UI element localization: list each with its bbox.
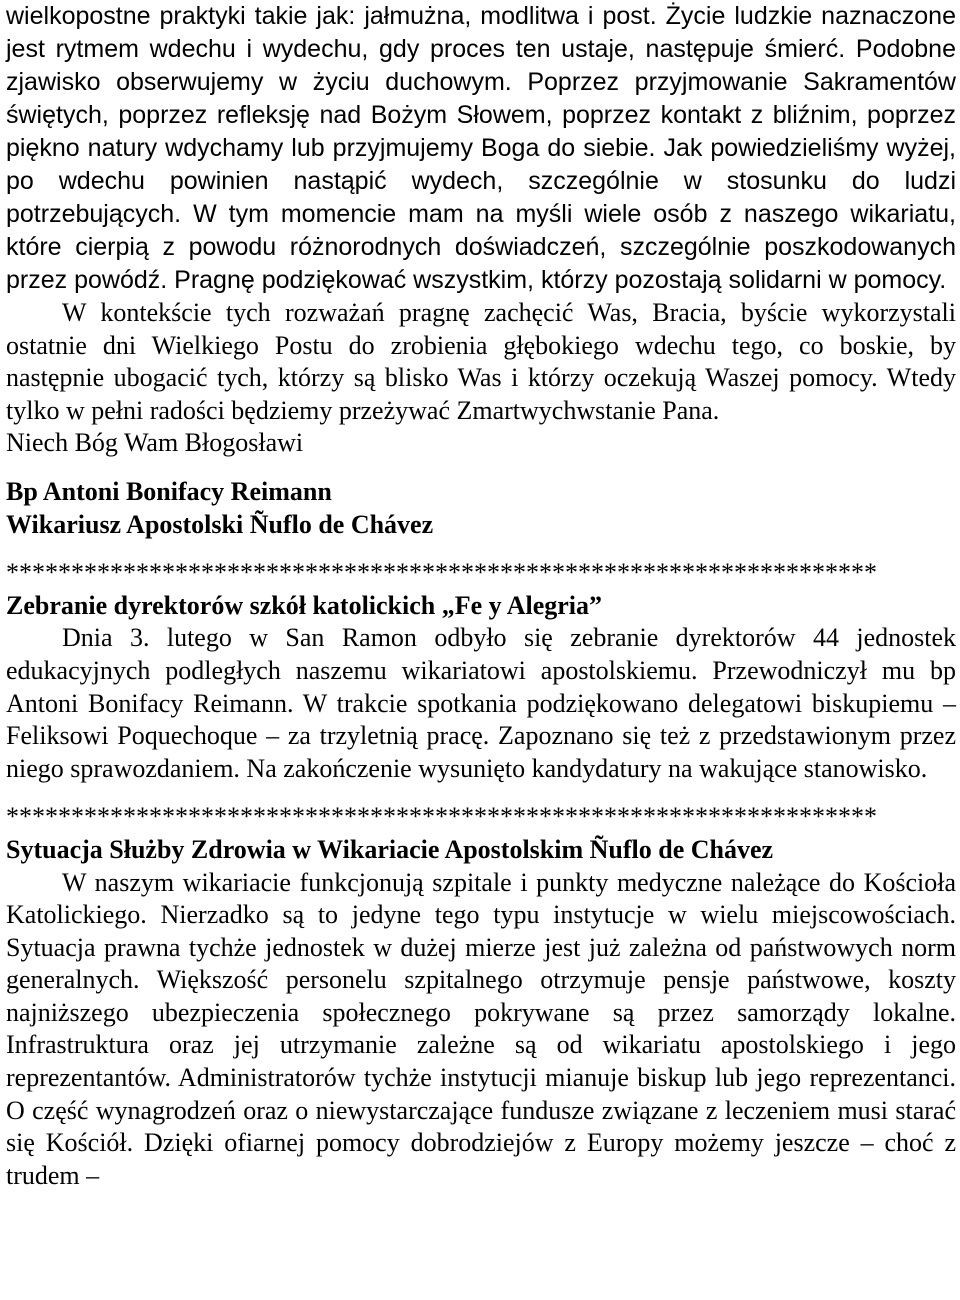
document-page <box>6 0 956 1192</box>
separator-spacer <box>6 541 956 557</box>
paragraph-health-service: W naszym wikariacie funkcjonują szpitale i punkty medyczne należące do Kościoła Katolickiego. Nierzadko są to jedyne tego typu instytucje w wielu miejscowościach. Sytuacja prawna tychże jednostek w dużej mierze jest już zależna od państwowych norm generalnych. Większość personelu szpitalnego otrzymuje pensje państwowe, koszty najniższego ubezpieczenia społecznego pokrywane są przez samorządy lokalne. Infrastruktura oraz jej utrzymanie zależne są od wikariatu apostolskiego i jego reprezentantów. Administratorów tychże instytucji mianuje biskup lub jego reprezentanci. O część wynagrodzeń oraz o niewystarczające fundusze związane z leczeniem musi starać się Kościół. Dzięki ofiarnej pomocy dobrodziejów z Europy możemy jeszcze – choć z trudem – <box>6 867 956 1190</box>
blessing-line: Niech Bóg Wam Błogosławi <box>6 428 304 458</box>
section-heading-schools: Zebranie dyrektorów szkół katolickich „Fe y Alegria” <box>6 590 603 620</box>
signature-name: Bp Antoni Bonifacy Reimann <box>6 476 332 506</box>
asterisk-separator: ******************************************************************* <box>6 802 877 832</box>
signature-title: Wikariusz Apostolski Ñuflo de Chávez <box>6 509 434 539</box>
paragraph-schools-meeting: Dnia 3. lutego w San Ramon odbyło się zebranie dyrektorów 44 jednostek edukacyjnych podległych naszemu wikariatowi apostolskiemu. Przewodniczył mu bp Antoni Bonifacy Reimann. W trakcie spotkania podziękowano delegatowi biskupiemu – Feliksowi Poquechoque – za trzyletnią pracę. Zapoznano się też z przedstawionym przez niego sprawozdaniem. Na zakończenie wysunięto kandydatury na wakujące stanowisko. <box>6 623 956 783</box>
separator-spacer-2 <box>6 785 956 801</box>
paragraph-exhortation: W kontekście tych rozważań pragnę zachęcić Was, Bracia, byście wykorzystali ostatnie dni Wielkiego Postu do zrobienia głębokiego wdechu tego, co boskie, by następnie ubogacić tych, którzy są blisko Was i którzy oczekują Waszej pomocy. Wtedy tylko w pełni radości będziemy przeżywać Zmartwychwstanie Pana. <box>6 298 956 425</box>
section-heading-health: Sytuacja Służby Zdrowia w Wikariacie Apostolskim Ñuflo de Chávez <box>6 834 774 864</box>
asterisk-separator: ******************************************************************* <box>6 558 877 588</box>
signature-spacer <box>6 460 956 476</box>
paragraph-lent-breathing: wielkopostne praktyki takie jak: jałmużna, modlitwa i post. Życie ludzkie naznaczone jest rytmem wdechu i wydechu, gdy proces ten ustaje, następuje śmierć. Podobne zjawisko obserwujemy w życiu duchowym. Poprzez przyjmowanie Sakramentów świętych, poprzez refleksję nad Bożym Słowem, poprzez kontakt z bliźnim, poprzez piękno natury wdychamy lub przyjmujemy Boga do siebie. Jak powiedzieliśmy wyżej, po wdechu powinien nastąpić wydech, szczególnie w stosunku do ludzi potrzebujących. W tym momencie mam na myśli wiele osób z naszego wikariatu, które cierpią z powodu różnorodnych doświadczeń, szczególnie poszkodowanych przez powódź. Pragnę podziękować wszystkim, którzy pozostają solidarni w pomocy. <box>6 2 956 294</box>
